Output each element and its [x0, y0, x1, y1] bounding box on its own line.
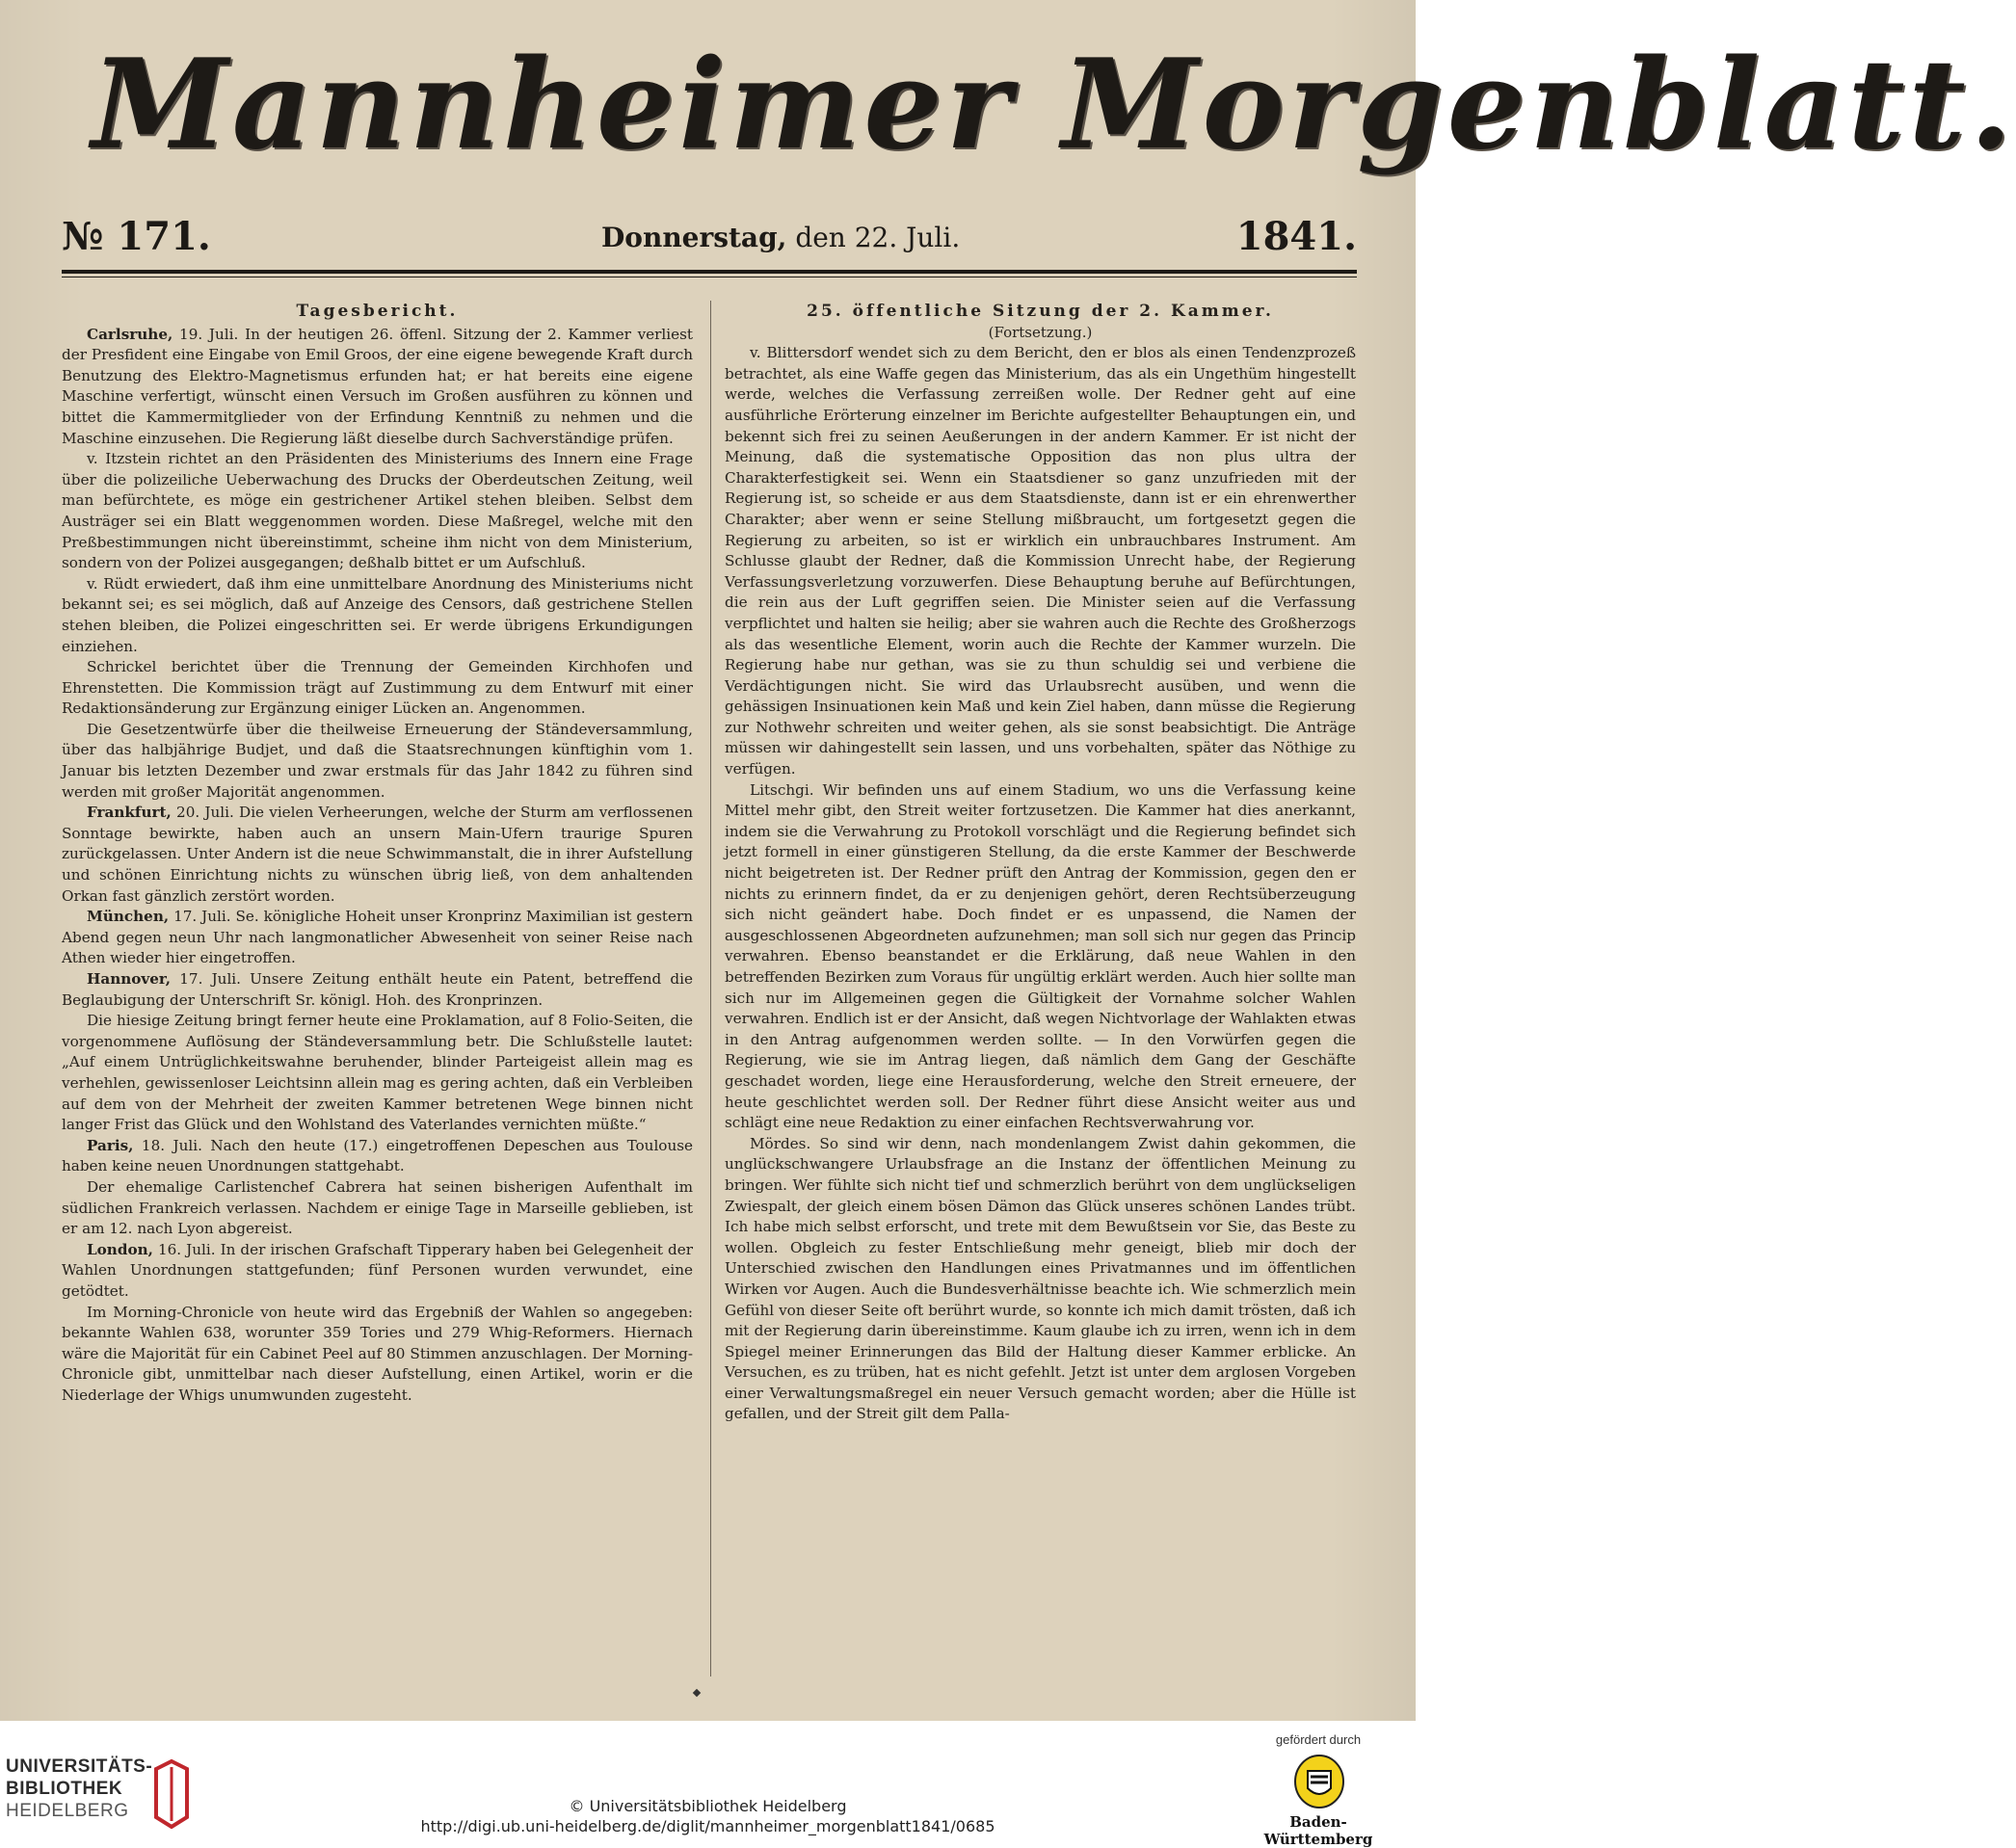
dateline-place: München,	[87, 908, 170, 926]
funded-by-label: gefördert durch	[1275, 1732, 1362, 1747]
paragraph-text: 17. Juli. Se. königliche Hoheit unser Kronprinz Maximilian ist gestern Abend gegen neun Uhr nach langmonatlicher Abwesenheit von seiner Reise nach Athen wieder hier eingetroffen.	[62, 908, 693, 967]
column-divider	[710, 301, 711, 1676]
dateline-place: Frankfurt,	[87, 804, 172, 822]
left-column	[62, 302, 693, 1679]
article-paragraph	[62, 1177, 693, 1240]
article-paragraph	[62, 907, 693, 969]
paragraph-text: Schrickel berichtet über die Trennung der Gemeinden Kirchhofen und Ehrenstetten. Die Kommission trägt auf Zustimmung zu dem Entwurf mit einer Redaktionsänderung zur Ergänzung einiger Lücken an. Angenommen.	[62, 658, 693, 718]
library-name-line3: HEIDELBERG	[6, 1801, 129, 1821]
dateline-place: Hannover,	[87, 970, 172, 988]
left-column-title: Tagesbericht.	[296, 302, 459, 321]
paragraph-text: v. Rüdt erwiedert, daß ihm eine unmittelbare Anordnung des Ministeriums nicht bekannt sei; es sei möglich, daß auf Anzeige des Censors, daß gestrichene Stellen stehen bleiben, die Polizei eingeschritten sei. Er werde übrigens Erkundigungen einziehen.	[62, 574, 693, 655]
article-paragraph	[62, 1011, 693, 1136]
right-column-title: 25. öffentliche Sitzung der 2. Kammer.	[807, 302, 1274, 321]
print-mark	[693, 1689, 701, 1697]
issue-year: 1841.	[1235, 214, 1357, 259]
paragraph-text: Die Gesetzentwürfe über die theilweise Erneuerung der Ständeversammlung, über das halbjährige Budjet, und daß die Staatsrechnungen künftighin vom 1. Januar bis letzten Dezember und zwar erstmals für das Jahr 1842 zu führen sind werden mit großer Majorität angenommen.	[62, 720, 693, 801]
masthead-title: Mannheimer Morgenblatt.	[92, 33, 2016, 177]
article-paragraph	[725, 343, 1356, 779]
article-paragraph	[62, 657, 693, 720]
issue-day-month: den 22. Juli.	[795, 222, 961, 253]
article-paragraph	[62, 574, 693, 657]
source-url[interactable]: http://digi.ub.uni-heidelberg.de/diglit/mannheimer_morgenblatt1841/0685	[420, 1817, 995, 1835]
paragraph-text: Die hiesige Zeitung bringt ferner heute eine Proklamation, auf 8 Folio-Seiten, die vorgenommene Auflösung der Ständeversammlung betr. Die Schlußstelle lautet: „Auf einem Untrüglichkeitswahne beruhender, blinder Parteigeist allein mag es verhehlen, gewissenloser Leichtsinn allein mag es gering achten, daß ein Verbleiben auf dem von der Mehrheit der zweiten Kammer betretenen Wege binnen nicht langer Frist das Glück und den Wohlstand des Vaterlandes vernichten müßte.“	[62, 1012, 693, 1134]
header-rule-thick	[62, 270, 1357, 274]
paragraph-text: v. Blittersdorf wendet sich zu dem Bericht, den er blos als einen Tendenzprozeß betrachtet, als eine Waffe gegen das Ministerium, das als ein Ungethüm hingestellt werde, welches die Verfassung zerreißen wolle. Der Redner geht auf eine ausführliche Erörterung einzelner im Berichte aufgestellter Behauptungen ein, und bekennt sich frei zu seinen Aeußerungen in der andern Kammer. Er ist nicht der Meinung, daß die systematische Opposition das non plus ultra der Charakterfestigkeit sei. Wenn ein Staatsdiener so ganz unzufrieden mit der Regierung ist, so scheide er aus dem Staatsdienste, dann ist er ein ehrenwerther Charakter; aber wenn er seine Stellung mißbraucht, um fortgesetzt gegen die Regierung zu arbeiten, so ist er wirklich ein unbrauchbares Instrument. Am Schlusse glaubt der Redner, daß die Kommission Unrecht habe, der Regierung Verfassungsverletzung vorzuwerfen. Diese Behauptung beruhe auf Befürchtungen, die rein aus der Luft gegriffen seien. Die Minister seien auf die Verfassung verpflichtet und halten sie heilig; aber sie wahren auch die Rechte des Großherzogs als das wesentliche Element, worin auch die Rechte der Kammer wurzeln. Die Regierung habe nur gethan, was sie zu thun schuldig sei und verbiene die Verdächtigungen nicht. Sie wird das Urlaubsrecht ausüben, und wenn die gehässigen Insinuationen kein Maß und kein Ziel haben, dann müsse die Regierung zur Nothwehr schreiten und weiter gehen, als sie sonst beabsichtigt. Die Anträge müssen wir dahingestellt sein lassen, und uns vorbehalten, später das Nöthige zu verfügen.	[725, 344, 1356, 779]
article-paragraph	[62, 803, 693, 907]
article-paragraph	[62, 969, 693, 1011]
state-name: Baden-Württemberg	[1263, 1813, 1373, 1848]
paragraph-text: 16. Juli. In der irischen Grafschaft Tipperary haben bei Gelegenheit der Wahlen Unordnungen stattgefunden; fünf Personen wurden verwundet, eine getödtet.	[62, 1240, 694, 1300]
paragraph-text: 20. Juli. Die vielen Verheerungen, welche der Sturm am verflossenen Sonntage bewirkte, haben auch an unsern Main-Ufern traurige Spuren zurückgelassen. Unter Andern ist die neue Schwimmanstalt, die in ihrer Aufstellung und schönen Einrichtung nichts zu wünschen übrig ließ, von dem anhaltenden Orkan fast gänzlich zerstört worden.	[62, 804, 693, 905]
right-column-subtitle: (Fortsetzung.)	[988, 323, 1093, 341]
article-paragraph	[62, 449, 693, 574]
dateline-place: London,	[87, 1240, 153, 1258]
paragraph-text: Mördes. So sind wir denn, nach mondenlangem Zwist dahin gekommen, die unglückschwangere Urlaubsfrage an die Instanz der öffentlichen Meinung zu bringen. Wer fühlte sich nicht tief und schmerzlich berührt von dem unglückseligen Zwiespalt, der gleich einem bösen Dämon das Glück unseres schönen Landes trübt. Ich habe mich selbst erforscht, und trete mit dem Bewußtsein vor Sie, das Beste zu wollen. Obgleich zu fester Entschließung mehr geneigt, blieb mir doch der Unterschied zwischen den Handlungen eines Privatmannes und im öffentlichen Wirken vor Augen. Auch die Bundesverhältnisse beachte ich. Wie schmerzlich mein Gefühl von dieser Seite oft berührt wurde, so konnte ich mich damit trösten, daß ich mit der Regierung darin übereinstimme. Kaum glaube ich zu irren, wenn ich in dem Spiegel meiner Erinnerungen das Bild der Haltung dieser Kammer erblicke. An Versuchen, es zu trüben, hat es nicht gefehlt. Jetzt ist unter dem arglosen Vorgeben einer Verwaltungsmaßregel ein neuer Versuch gemacht worden; aber die Hülle ist gefallen, und der Streit gilt dem Palla-	[725, 1134, 1356, 1423]
article-paragraph	[62, 720, 693, 803]
article-paragraph	[62, 1240, 693, 1303]
article-paragraph	[62, 325, 693, 450]
dateline-place: Carlsruhe,	[87, 325, 173, 343]
paragraph-text: 18. Juli. Nach den heute (17.) eingetroffenen Depeschen aus Toulouse haben keine neuen Unordnungen stattgehabt.	[62, 1136, 694, 1175]
article-paragraph	[725, 1134, 1356, 1425]
article-paragraph	[62, 1303, 693, 1407]
issue-number: № 171.	[62, 214, 211, 259]
library-name-line1: UNIVERSITÄTS-	[6, 1756, 153, 1777]
dateline	[62, 214, 1357, 262]
library-name-line2: BIBLIOTHEK	[6, 1779, 123, 1799]
dateline-place: Paris,	[87, 1136, 134, 1154]
paragraph-text: Im Morning-Chronicle von heute wird das Ergebniß der Wahlen so angegeben: bekannte Wahlen 638, worunter 359 Tories und 279 Whig-Reformers. Hiernach wäre die Majorität für ein Cabinet Peel auf 80 Stimmen anzuschlagen. Der Morning-Chronicle gibt, unmittelbar nach dieser Aufstellung, einen Artikel, worin er die Niederlage der Whigs unumwunden zugesteht.	[62, 1303, 693, 1404]
article-paragraph	[62, 1136, 693, 1177]
copyright-notice: © Universitätsbibliothek Heidelberg	[569, 1797, 847, 1815]
article-paragraph	[725, 780, 1356, 1134]
paragraph-text: Der ehemalige Carlistenchef Cabrera hat seinen bisherigen Aufenthalt im südlichen Frankreich verlassen. Nachdem er einige Tage in Marseille geblieben, ist er am 12. nach Lyon abgereist.	[62, 1177, 693, 1238]
paragraph-text: 17. Juli. Unsere Zeitung enthält heute ein Patent, betreffend die Beglaubigung der Unterschrift Sr. königl. Hoh. des Kronprinzen.	[62, 970, 693, 1009]
paragraph-text: Litschgi. Wir befinden uns auf einem Stadium, wo uns die Verfassung keine Mittel mehr gibt, den Streit weiter fortzusetzen. Die Kammer hat dies anerkannt, indem sie die Verwahrung zu Protokoll vorschlägt und die Regierung befindet sich jetzt formell in einer günstigeren Stellung, da die erste Kammer der Beschwerde nicht beigetreten ist. Der Redner prüft den Antrag der Kommission, gegen den er nichts zu erinnern findet, da er zu denjenigen gehört, deren Rechtsüberzeugung sich nicht geändert habe. Doch findet er es unpassend, die Namen der ausgeschlossenen Abgeordneten aufzunehmen; man soll sich nur gegen das Princip verwahren. Ebenso beanstandet er die Erklärung, daß neue Wahlen in den betreffenden Bezirken zum Voraus für ungültig erklärt werden. Auch hier sollte man sich nur im Allgemeinen gegen die Gültigkeit der Vornahme solcher Wahlen verwahren. Endlich ist er der Ansicht, daß wegen Nichtvorlage der Wahlakten etwas in den Antrag aufgenommen werden sollte. — In den Vorwürfen gegen die Regierung, wie sie im Antrag liegen, daß nämlich dem Gang der Geschäfte geschadet worden, liege eine Herausforderung, welche den Streit erneuere, der heute geschlichtet werden soll. Der Redner führt diese Ansicht weiter aus und schlägt eine neue Redaktion zu einer einfachen Rechtsverwahrung vor.	[725, 780, 1356, 1132]
paragraph-text: v. Itzstein richtet an den Präsidenten des Ministeriums des Innern eine Frage über die polizeiliche Ueberwachung des Drucks der Oberdeutschen Zeitung, weil man befürchtete, es möge ein gestrichener Artikel stehen bleiben. Selbst dem Austräger sei ein Blatt weggenommen worden. Diese Maßregel, welche mit den Preßbestimmungen nicht übereinstimmt, scheine ihm nicht von dem Ministerium, sondern von der Polizei ausgegangen; deßhalb bittet er um Aufschluß.	[62, 450, 693, 572]
right-column	[725, 302, 1356, 1679]
issue-weekday: Donnerstag,	[601, 222, 787, 253]
issue-date	[601, 222, 960, 253]
paragraph-text: 19. Juli. In der heutigen 26. öffenl. Sitzung der 2. Kammer verliest der Presfident eine Eingabe von Emil Groos, der eine eigene bewegende Kraft durch Benutzung des Elektro-Magnetismus erfunden hat; er hat bereits eine eigene Maschine verfertigt, wünscht einen Versuch im Großen ausführen zu können und bittet die Kammermitglieder von der Erfindung Kenntniß zu nehmen und die Maschine einzusehen. Die Regierung läßt dieselbe durch Sachverständige prüfen.	[62, 325, 693, 447]
